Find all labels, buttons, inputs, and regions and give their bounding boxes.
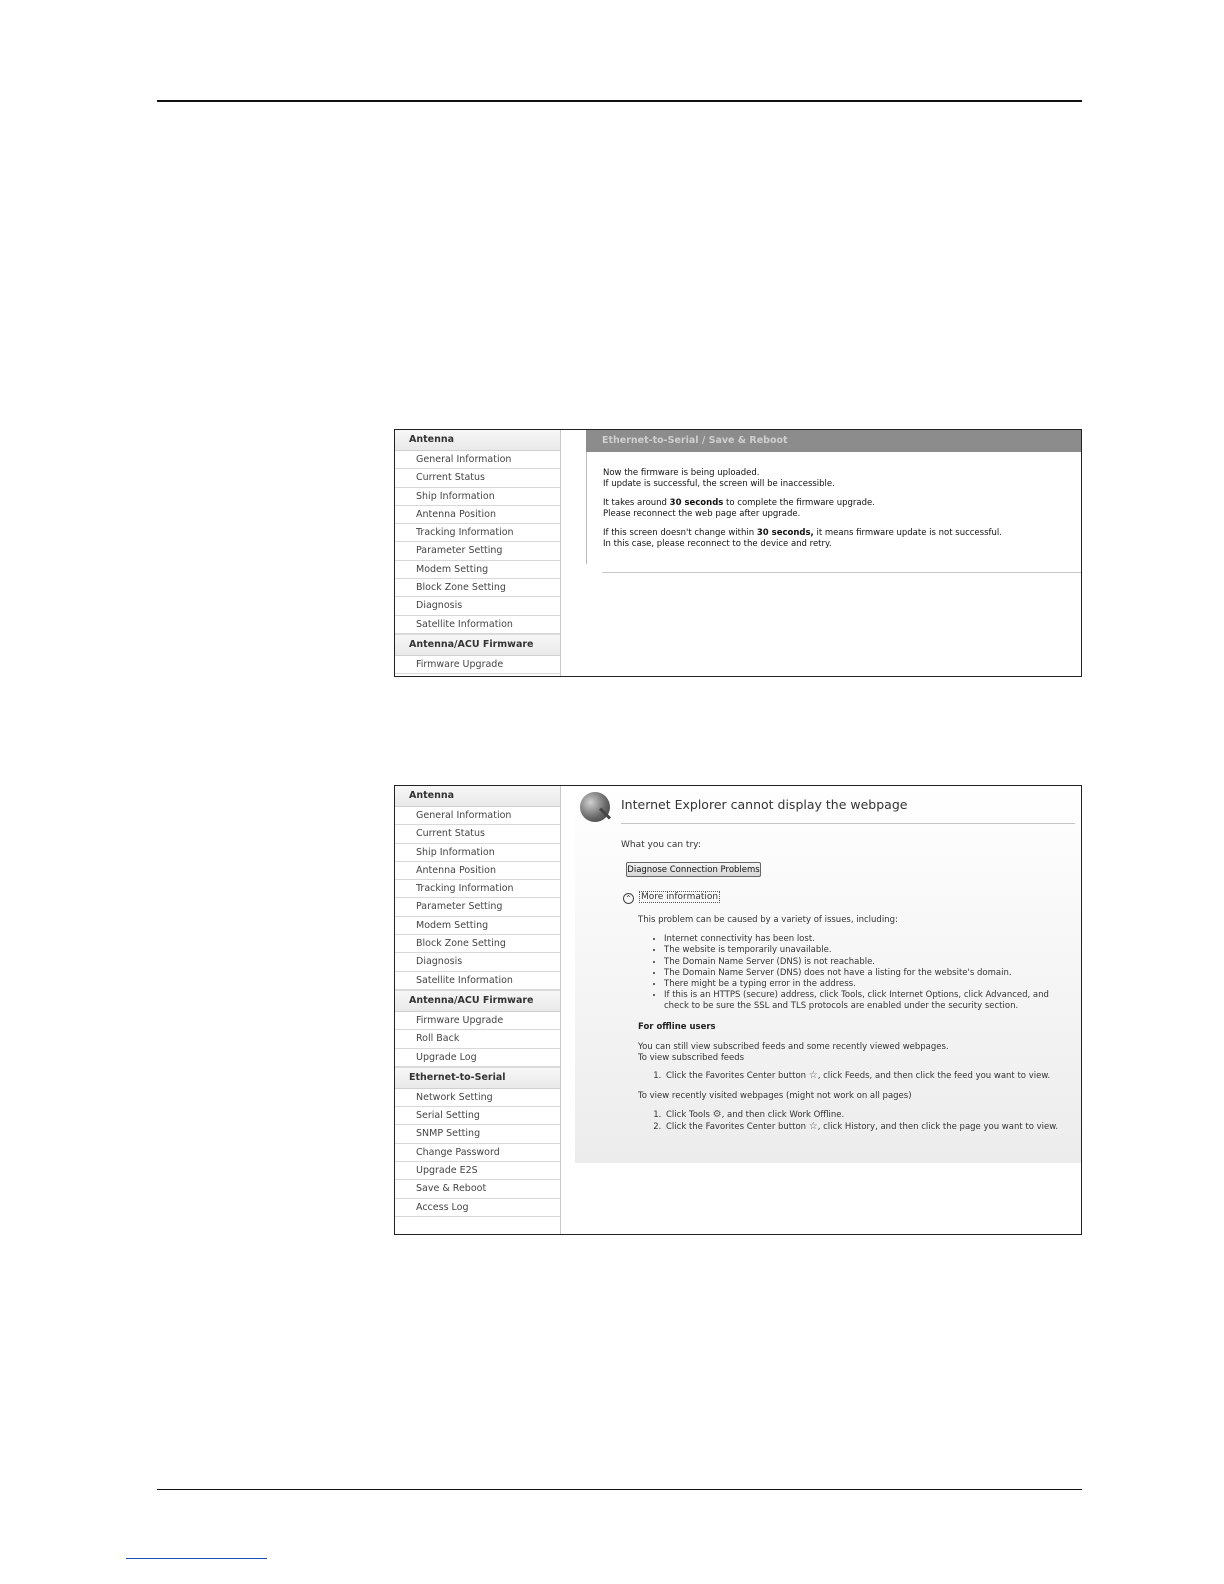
offline-text: To view subscribed feeds [638, 1053, 745, 1064]
diagnose-connection-button[interactable]: Diagnose Connection Problems [626, 862, 761, 877]
favorites-star-icon: ☆ [808, 1070, 818, 1082]
sidebar-item-roll-back[interactable]: Roll Back [395, 1030, 560, 1048]
upload-line: In this case, please reconnect to the device and retry. [603, 538, 832, 549]
sidebar-item-diagnosis[interactable]: Diagnosis [395, 597, 560, 615]
sidebar-heading-firmware: Antenna/ACU Firmware [395, 634, 560, 656]
firmware-upload-screenshot [394, 429, 1082, 677]
upload-line: If this screen doesn't change within 30 seconds, it means firmware update is not successful. [603, 528, 1002, 538]
ie-error-screenshot [394, 785, 1082, 1235]
sidebar-item-general-information[interactable]: General Information [395, 807, 560, 825]
footer-link-underline [126, 1558, 267, 1559]
sidebar-item-modem-setting[interactable]: Modem Setting [395, 561, 560, 579]
sidebar-item-parameter-setting[interactable]: Parameter Setting [395, 542, 560, 560]
sidebar-item-modem-setting[interactable]: Modem Setting [395, 917, 560, 935]
tools-gear-icon: ⚙ [712, 1108, 722, 1120]
error-title: Internet Explorer cannot display the webpage [621, 797, 908, 812]
sidebar-item-current-status[interactable]: Current Status [395, 825, 560, 843]
top-rule [157, 100, 1082, 102]
list-item: • The Domain Name Server (DNS) is not reachable. [664, 957, 1073, 968]
sidebar-item-antenna-position[interactable]: Antenna Position [395, 506, 560, 524]
sidebar-heading-firmware: Antenna/ACU Firmware [395, 990, 560, 1012]
offline-heading: For offline users [638, 1021, 716, 1032]
favorites-star-icon: ☆ [808, 1120, 818, 1132]
sidebar-item-parameter-setting[interactable]: Parameter Setting [395, 898, 560, 916]
list-item: • The website is temporarily unavailable. [664, 945, 1073, 956]
sidebar-item-satellite-information[interactable]: Satellite Information [395, 972, 560, 990]
issues-intro: This problem can be caused by a variety of issues, including: [638, 915, 898, 925]
sidebar-item-snmp-setting[interactable]: SNMP Setting [395, 1125, 560, 1143]
sidebar-item-upgrade-e2s[interactable]: Upgrade E2S [395, 1162, 560, 1180]
upload-line: It takes around 30 seconds to complete the firmware upgrade. [603, 498, 875, 508]
list-item: • Internet connectivity has been lost. [664, 934, 1073, 945]
sidebar-item-ship-information[interactable]: Ship Information [395, 488, 560, 506]
sidebar-item-access-log[interactable]: Access Log [395, 1199, 560, 1217]
sidebar-item-firmware-upgrade[interactable]: Firmware Upgrade [395, 656, 560, 674]
more-information-link[interactable]: More information [641, 892, 719, 902]
list-item: 1. Click the Favorites Center button ☆, click Feeds, and then click the feed you want to view. [664, 1070, 1073, 1082]
list-item: • There might be a typing error in the address. [664, 979, 1073, 990]
upload-line: Please reconnect the web page after upgrade. [603, 508, 801, 519]
sidebar-heading-ethernet-to-serial: Ethernet-to-Serial [395, 1067, 560, 1089]
sidebar-item-tracking-information[interactable]: Tracking Information [395, 524, 560, 542]
divider [602, 572, 1081, 573]
offline-text: You can still view subscribed feeds and some recently viewed webpages. [638, 1041, 949, 1052]
sidebar-item-block-zone-setting[interactable]: Block Zone Setting [395, 935, 560, 953]
upload-line: If update is successful, the screen will be inaccessible. [603, 478, 835, 489]
sidebar-item-block-zone-setting[interactable]: Block Zone Setting [395, 579, 560, 597]
page-title: Ethernet-to-Serial / Save & Reboot [586, 430, 1081, 452]
list-item: • If this is an HTTPS (secure) address, click Tools, click Internet Options, click Advanced, and check to be sure the SSL and TLS protocols are enabled under the security section. [664, 990, 1073, 1012]
sidebar-item-satellite-information[interactable]: Satellite Information [395, 616, 560, 634]
collapse-icon[interactable]: ⌃ [623, 893, 634, 904]
upload-main [586, 430, 1081, 676]
globe-icon [580, 792, 610, 822]
try-label: What you can try: [621, 840, 701, 850]
feeds-steps [638, 1070, 1073, 1082]
sidebar-item-change-password[interactable]: Change Password [395, 1144, 560, 1162]
list-item: • The Domain Name Server (DNS) does not have a listing for the website's domain. [664, 968, 1073, 979]
list-item: 1. Click Tools ⚙, and then click Work Offline. [664, 1109, 1073, 1121]
sidebar-item-firmware-upgrade[interactable]: Firmware Upgrade [395, 1012, 560, 1030]
sidebar [395, 786, 561, 1234]
sidebar-heading-antenna: Antenna [395, 430, 560, 451]
sidebar-item-serial-setting[interactable]: Serial Setting [395, 1107, 560, 1125]
upload-line: Now the firmware is being uploaded. [603, 468, 760, 478]
more-information-panel [638, 915, 1073, 1133]
sidebar [395, 430, 561, 676]
ie-error-page [575, 786, 1081, 1163]
sidebar-item-network-setting[interactable]: Network Setting [395, 1089, 560, 1107]
sidebar-item-save-reboot[interactable]: Save & Reboot [395, 1180, 560, 1198]
bottom-rule [157, 1489, 1082, 1490]
list-item: 2. Click the Favorites Center button ☆, click History, and then click the page you want to view. [664, 1121, 1073, 1133]
sidebar-heading-antenna: Antenna [395, 786, 560, 807]
divider [621, 823, 1075, 824]
sidebar-item-diagnosis[interactable]: Diagnosis [395, 953, 560, 971]
sidebar-item-general-information[interactable]: General Information [395, 451, 560, 469]
sidebar-item-antenna-position[interactable]: Antenna Position [395, 862, 560, 880]
sidebar-item-current-status[interactable]: Current Status [395, 469, 560, 487]
upload-message [586, 452, 1081, 564]
recent-label: To view recently visited webpages (might not work on all pages) [638, 1091, 912, 1102]
issues-list [638, 934, 1073, 1012]
sidebar-item-ship-information[interactable]: Ship Information [395, 844, 560, 862]
recent-steps [638, 1109, 1073, 1133]
sidebar-item-upgrade-log[interactable]: Upgrade Log [395, 1049, 560, 1067]
sidebar-item-tracking-information[interactable]: Tracking Information [395, 880, 560, 898]
